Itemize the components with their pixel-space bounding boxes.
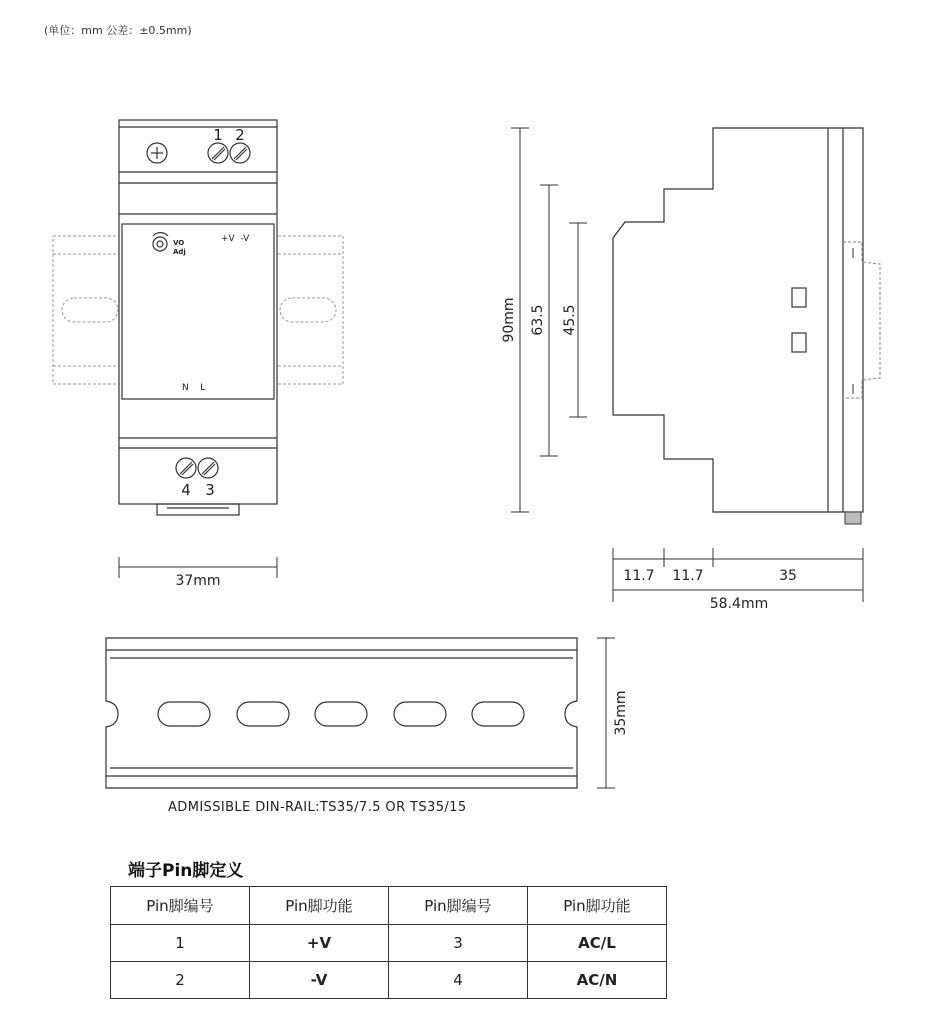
pin-function-cell: +V: [250, 925, 389, 962]
pin-definition-table: [110, 886, 667, 999]
front-view: [53, 120, 343, 515]
dim-90-label: 90mm: [501, 297, 517, 343]
header-pin-number: Pin脚编号: [389, 887, 528, 925]
dim-58-4-label: 58.4mm: [709, 596, 769, 612]
din-rail-caption: ADMISSIBLE DIN-RAIL:TS35/7.5 OR TS35/15: [168, 800, 467, 815]
table-row: [111, 925, 667, 962]
output-label: +V -V: [221, 234, 250, 244]
pin-number-cell: 3: [389, 925, 528, 962]
header-pin-function: Pin脚功能: [528, 887, 667, 925]
table-header-row: [111, 887, 667, 925]
rail-clip: [157, 504, 239, 515]
header-pin-function: Pin脚功能: [250, 887, 389, 925]
units-note: (单位：mm 公差：±0.5mm): [44, 24, 192, 37]
side-profile: [613, 128, 863, 512]
vo-label: VO: [173, 239, 185, 247]
module-body: [119, 120, 277, 504]
terminal-label-1: 1: [213, 126, 223, 144]
din-rail-view: [106, 638, 577, 788]
dim-width-label: 37mm: [175, 573, 221, 589]
dim-rail-35-label: 35mm: [613, 690, 629, 736]
pin-table-title: 端子Pin脚定义: [128, 861, 244, 881]
pin-function-cell: AC/N: [528, 962, 667, 999]
dim-35-label: 35: [779, 568, 797, 584]
pin-number-cell: 4: [389, 962, 528, 999]
adj-label: Adj: [173, 248, 186, 256]
pin-number-cell: 1: [111, 925, 250, 962]
dim-45-5-label: 45.5: [562, 304, 578, 336]
dim-11-7-b-label: 11.7: [672, 568, 704, 584]
input-label: N L: [182, 383, 206, 393]
pin-function-cell: AC/L: [528, 925, 667, 962]
table-row: [111, 962, 667, 999]
terminal-label-2: 2: [235, 126, 245, 144]
din-rail-outline: [106, 638, 577, 788]
dim-11-7-a-label: 11.7: [623, 568, 655, 584]
side-view: [613, 128, 880, 524]
terminal-label-4: 4: [181, 481, 191, 499]
pin-function-cell: -V: [250, 962, 389, 999]
dim-63-5-label: 63.5: [530, 304, 546, 336]
terminal-label-3: 3: [205, 481, 215, 499]
header-pin-number: Pin脚编号: [111, 887, 250, 925]
pin-number-cell: 2: [111, 962, 250, 999]
